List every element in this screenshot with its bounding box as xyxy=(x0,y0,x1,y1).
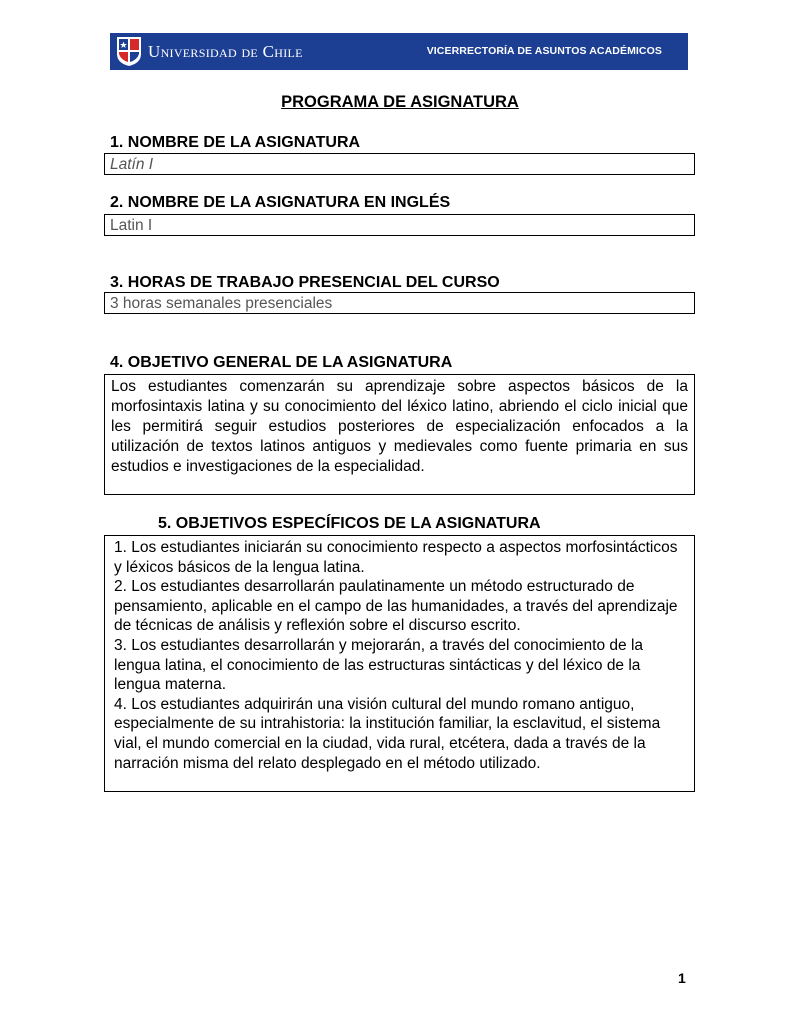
course-name-english-field xyxy=(104,214,695,236)
section-1-heading: 1. NOMBRE DE LA ASIGNATURA xyxy=(110,134,361,151)
general-objective-box xyxy=(104,374,695,495)
university-name: Universidad de Chile xyxy=(148,42,303,61)
course-name-value: Latín I xyxy=(110,156,154,173)
list-item: 4. Los estudiantes adquirirán una visión cultural del mundo romano antiguo, especialmente de su intrahistoria: la institución familiar, la esclavitud, el sistema vial, el mundo comercial en la ciudad, vida rural, etcétera, dada a través de la narración misma del relato desplegado en el método utilizado. xyxy=(114,695,661,772)
office-name: VICERRECTORÍA DE ASUNTOS ACADÉMICOS xyxy=(426,45,662,57)
section-5-heading: 5. OBJETIVOS ESPECÍFICOS DE LA ASIGNATURA xyxy=(158,515,541,532)
page-number: 1 xyxy=(678,970,686,986)
specific-objectives-list xyxy=(105,536,694,773)
university-crest-icon xyxy=(116,36,142,67)
section-2-heading: 2. NOMBRE DE LA ASIGNATURA EN INGLÉS xyxy=(110,194,451,211)
general-objective-text: Los estudiantes comenzarán su aprendizaje sobre aspectos básicos de la morfosintaxis latina y su conocimiento del léxico latino, abriendo el ciclo inicial que les permitirá seguir estudios posteriores de especialización enfocados a la utilización de textos latinos antiguos y medievales como fuente primaria en sus estudios e investigaciones de la especialidad. xyxy=(111,378,688,475)
section-3-heading: 3. HORAS DE TRABAJO PRESENCIAL DEL CURSO xyxy=(110,274,500,291)
course-name-field xyxy=(104,153,695,175)
hours-field xyxy=(104,292,695,314)
list-item: 1. Los estudiantes iniciarán su conocimiento respecto a aspectos morfosintácticos y léxicos básicos de la lengua latina. xyxy=(114,539,678,576)
specific-objectives-box xyxy=(104,535,695,792)
section-4-heading: 4. OBJETIVO GENERAL DE LA ASIGNATURA xyxy=(110,354,453,371)
list-item: 3. Los estudiantes desarrollarán y mejorarán, a través del conocimiento de la lengua latina, el conocimiento de las estructuras sintácticas y del léxico de la lengua materna. xyxy=(114,636,644,694)
page-title: PROGRAMA DE ASIGNATURA xyxy=(281,93,519,111)
list-item: 2. Los estudiantes desarrollarán paulatinamente un método estructurado de pensamiento, aplicable en el campo de las humanidades, a través del aprendizaje de técnicas de análisis y reflexión sobre el discurso escrito. xyxy=(114,578,678,635)
header-banner xyxy=(110,33,688,70)
hours-value: 3 horas semanales presenciales xyxy=(110,295,333,312)
course-name-english-value: Latin I xyxy=(110,217,153,234)
